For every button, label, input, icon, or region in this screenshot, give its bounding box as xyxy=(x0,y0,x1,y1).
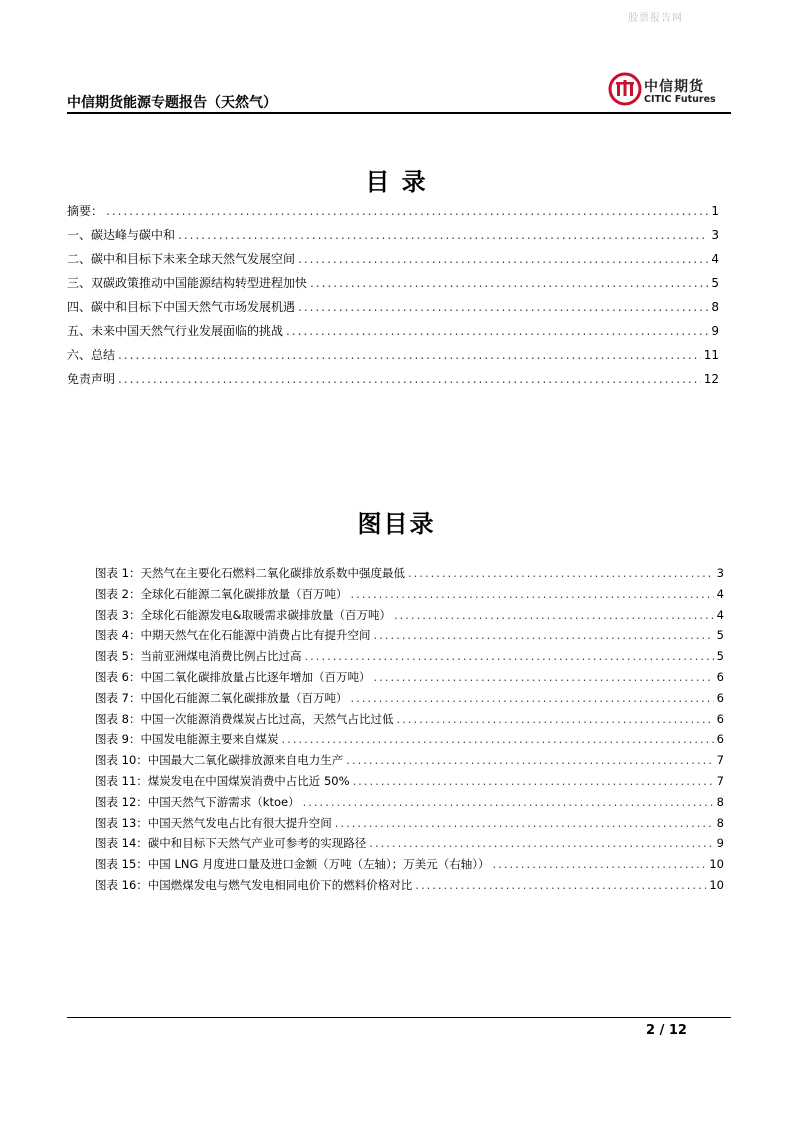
dot-leader xyxy=(369,836,713,850)
toc-entry-page: 4 xyxy=(711,252,719,266)
figure-entry-text: 碳中和目标下天然气产业可参考的实现路径 xyxy=(147,836,367,851)
figure-entry[interactable] xyxy=(95,856,724,877)
figure-entry-text: 当前亚洲煤电消费比例占比过高 xyxy=(140,649,302,664)
figure-entry[interactable] xyxy=(95,690,724,711)
toc-entry-text: 三、双碳政策推动中国能源结构转型进程加快 xyxy=(67,276,308,290)
figure-list xyxy=(95,565,724,898)
toc-entry-text: 免责声明 xyxy=(67,372,116,386)
figure-entry[interactable] xyxy=(95,773,724,794)
figure-entry-text: 中国发电能源主要来自煤炭 xyxy=(140,732,279,747)
toc-entry[interactable] xyxy=(67,250,719,274)
toc-entry[interactable] xyxy=(67,298,719,322)
figure-entry-label: 图表 15： xyxy=(95,857,148,872)
watermark: 股票报告网 xyxy=(628,13,683,24)
dot-leader xyxy=(304,649,713,663)
figure-entry-text: 中国天然气发电占比有很大提升空间 xyxy=(147,815,332,830)
figure-entry-label: 图表 4： xyxy=(95,628,141,643)
citic-emblem-icon xyxy=(608,72,642,106)
dot-leader xyxy=(298,252,708,266)
figure-entry[interactable] xyxy=(95,627,724,648)
figure-entry-label: 图表 14： xyxy=(95,836,148,851)
toc-entry-text: 一、碳达峰与碳中和 xyxy=(67,228,176,242)
dot-leader xyxy=(178,228,708,242)
dot-leader xyxy=(396,712,713,726)
dot-leader xyxy=(373,628,713,642)
figure-entry-page: 4 xyxy=(716,586,724,601)
figure-entry-label: 图表 5： xyxy=(95,649,141,664)
toc-entry[interactable] xyxy=(67,370,719,394)
dot-leader xyxy=(303,795,714,809)
logo-chinese-name: 中信期货 xyxy=(644,79,704,95)
toc-entry-page: 5 xyxy=(711,276,719,290)
figure-entry-text: 中期天然气在化石能源中消费占比有提升空间 xyxy=(140,628,371,643)
figure-entry-page: 6 xyxy=(716,669,724,684)
toc-entry-text: 六、总结 xyxy=(67,348,116,362)
figure-list-title: 图目录 xyxy=(357,510,436,538)
figure-entry-page: 7 xyxy=(716,773,724,788)
toc-entry[interactable] xyxy=(67,202,719,226)
dot-leader xyxy=(353,774,714,788)
dot-leader xyxy=(106,204,708,218)
dot-leader xyxy=(298,300,708,314)
figure-entry-text: 中国燃煤发电与燃气发电相同电价下的燃料价格对比 xyxy=(147,877,413,892)
toc-entry-text: 二、碳中和目标下未来全球天然气发展空间 xyxy=(67,252,296,266)
figure-entry-page: 7 xyxy=(716,753,724,768)
figure-entry[interactable] xyxy=(95,565,724,586)
figure-entry-page: 5 xyxy=(716,628,724,643)
figure-entry-label: 图表 13： xyxy=(95,815,148,830)
citic-futures-logo xyxy=(608,72,728,110)
dot-leader xyxy=(408,566,714,580)
figure-entry-label: 图表 8： xyxy=(95,711,141,726)
toc-entry[interactable] xyxy=(67,322,719,346)
figure-entry-label: 图表 9： xyxy=(95,732,141,747)
figure-entry[interactable] xyxy=(95,586,724,607)
toc-entry[interactable] xyxy=(67,346,719,370)
figure-entry[interactable] xyxy=(95,669,724,690)
figure-entry[interactable] xyxy=(95,794,724,815)
dot-leader xyxy=(493,857,707,871)
figure-entry-label: 图表 2： xyxy=(95,586,141,601)
dot-leader xyxy=(286,324,708,338)
toc-entry-page: 12 xyxy=(703,372,719,386)
dot-leader xyxy=(118,372,701,386)
figure-entry-label: 图表 3： xyxy=(95,607,141,622)
figure-entry[interactable] xyxy=(95,711,724,732)
page-number: 2 / 12 xyxy=(646,1023,687,1038)
dot-leader xyxy=(118,348,701,362)
dot-leader xyxy=(350,691,713,705)
figure-entry-page: 8 xyxy=(716,815,724,830)
dot-leader xyxy=(346,753,713,767)
figure-entry[interactable] xyxy=(95,835,724,856)
toc-entry-text: 五、未来中国天然气行业发展面临的挑战 xyxy=(67,324,284,338)
toc-entry-page: 3 xyxy=(711,228,719,242)
dot-leader xyxy=(335,816,714,830)
figure-entry-page: 9 xyxy=(716,836,724,851)
toc-entry[interactable] xyxy=(67,226,719,250)
figure-entry[interactable] xyxy=(95,731,724,752)
figure-entry-page: 10 xyxy=(709,877,724,892)
figure-entry-page: 3 xyxy=(716,566,724,580)
figure-entry-page: 4 xyxy=(716,607,724,622)
toc-entry[interactable] xyxy=(67,274,719,298)
figure-entry[interactable] xyxy=(95,815,724,836)
figure-entry-text: 全球化石能源发电&取暖需求碳排放量（百万吨） xyxy=(140,607,391,622)
toc-entry-page: 1 xyxy=(711,204,719,218)
logo-english-name: CITIC Futures xyxy=(644,94,716,105)
figure-entry-text: 中国天然气下游需求（ktoe） xyxy=(147,794,300,809)
figure-entry-label: 图表 6： xyxy=(95,669,141,684)
figure-entry[interactable] xyxy=(95,877,724,898)
figure-entry-page: 6 xyxy=(716,732,724,747)
report-header-title: 中信期货能源专题报告（天然气） xyxy=(67,95,277,111)
figure-entry-text: 中国 LNG 月度进口量及进口金额（万吨（左轴）；万美元（右轴）） xyxy=(147,857,490,872)
figure-entry-label: 图表 16： xyxy=(95,877,148,892)
figure-entry-text: 全球化石能源二氧化碳排放量（百万吨） xyxy=(140,586,348,601)
figure-entry-page: 6 xyxy=(716,690,724,705)
figure-entry-label: 图表 1： xyxy=(95,566,141,580)
footer-divider xyxy=(67,1017,731,1018)
figure-entry-text: 中国化石能源二氧化碳排放量（百万吨） xyxy=(140,690,348,705)
figure-entry-text: 煤炭发电在中国煤炭消费中占比近 50% xyxy=(147,773,350,788)
dot-leader xyxy=(350,587,713,601)
toc-entry-page: 8 xyxy=(711,300,719,314)
dot-leader xyxy=(281,732,713,746)
dot-leader xyxy=(310,276,708,290)
toc-title: 目 录 xyxy=(365,168,428,196)
figure-entry-page: 6 xyxy=(716,711,724,726)
figure-entry-page: 8 xyxy=(716,794,724,809)
figure-entry-text: 中国一次能源消费煤炭占比过高，天然气占比过低 xyxy=(140,711,394,726)
dot-leader xyxy=(373,670,713,684)
toc-entry-page: 11 xyxy=(703,348,719,362)
figure-entry-text: 天然气在主要化石燃料二氧化碳排放系数中强度最低 xyxy=(140,566,405,580)
toc-entry-page: 9 xyxy=(711,324,719,338)
dot-leader xyxy=(415,878,706,892)
toc-entry-text: 四、碳中和目标下中国天然气市场发展机遇 xyxy=(67,300,296,314)
dot-leader xyxy=(394,608,714,622)
figure-entry-page: 5 xyxy=(716,649,724,664)
figure-entry[interactable] xyxy=(95,648,724,669)
figure-entry[interactable] xyxy=(95,752,724,773)
figure-entry-label: 图表 10： xyxy=(95,753,148,768)
toc-list xyxy=(67,202,719,394)
figure-entry[interactable] xyxy=(95,607,724,628)
figure-entry-text: 中国二氧化碳排放量占比逐年增加（百万吨） xyxy=(140,669,371,684)
figure-entry-label: 图表 12： xyxy=(95,794,148,809)
figure-entry-page: 10 xyxy=(709,857,724,872)
figure-entry-text: 中国最大二氧化碳排放源来自电力生产 xyxy=(147,753,344,768)
toc-entry-text: 摘要： xyxy=(67,204,104,218)
figure-entry-label: 图表 7： xyxy=(95,690,141,705)
figure-entry-label: 图表 11： xyxy=(95,773,148,788)
header-divider xyxy=(67,112,731,114)
